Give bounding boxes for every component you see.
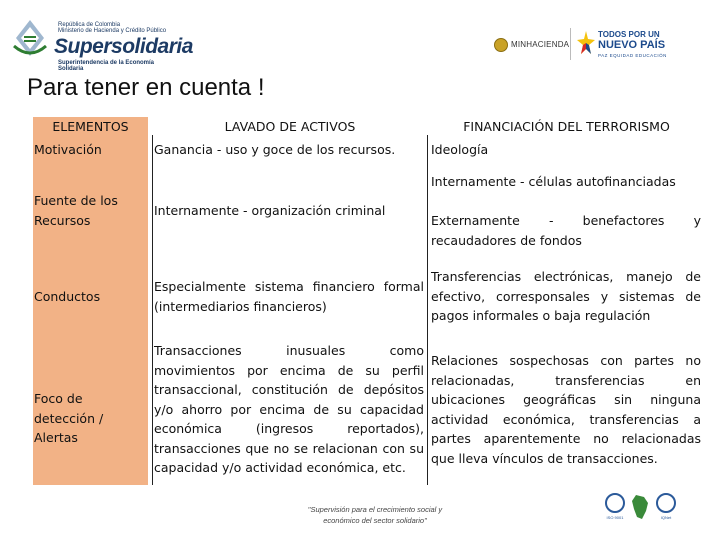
cell-fuente-financiacion-external: Externamente - benefactores y recaudadores de fondos [431, 213, 701, 248]
cert-label-1: ISO 9001 [606, 515, 624, 520]
colombia-map-icon [628, 493, 652, 523]
header-financiacion: FINANCIACIÓN DEL TERRORISMO [463, 119, 670, 134]
iqnet-seal-icon [656, 493, 676, 513]
supersolidaria-logo [10, 8, 193, 72]
header-elementos: ELEMENTOS [52, 119, 129, 134]
org-subtitle: Superintendencia de la Economía Solidaria [58, 60, 155, 72]
cell-conductos-lavado: Especialmente sistema financiero formal (intermediarios financieros) [154, 279, 424, 314]
supersolidaria-mark-icon [12, 16, 48, 60]
org-name: Supersolidaria [54, 35, 193, 58]
column-divider-2 [427, 135, 428, 485]
cell-motivacion-lavado: Ganancia - uso y goce de los recursos. [154, 142, 396, 157]
row-label-conductos: Conductos [34, 289, 101, 304]
cell-fuente-lavado: Internamente - organización criminal [154, 203, 386, 218]
logo-divider [570, 28, 571, 60]
minhacienda-logo [494, 36, 570, 54]
cell-fuente-financiacion-internal: Internamente - células autofinanciadas [431, 174, 676, 189]
row-label-motivacion: Motivación [34, 142, 102, 157]
colombia-star-icon [576, 30, 596, 56]
column-divider-1 [152, 135, 153, 485]
cert-label-2: IQNet [660, 515, 672, 520]
org-line-2: Ministerio de Hacienda y Crédito Público [58, 28, 167, 34]
map-shape-icon [628, 493, 652, 523]
page-title: Para tener en cuenta ! [27, 74, 265, 101]
coat-of-arms-icon [494, 38, 508, 52]
comparison-table [33, 117, 704, 485]
row-label-foco: Foco de detección / Alertas [34, 391, 104, 445]
iqnet-certification-badge [654, 493, 678, 523]
cell-foco-lavado: Transacciones inusuales como movimientos por encima de su perfil transaccional, constitución de depósitos y/o ahorro por encima de su capacidad económica (ingresos reportados), transacciones que no se relacionan con su capacidad y/o actividad económica, etc. [154, 343, 424, 475]
gov-slogan-line-2: NUEVO PAÍS [598, 39, 666, 51]
government-logo [570, 26, 710, 62]
header-lavado: LAVADO DE ACTIVOS [224, 119, 356, 134]
cell-conductos-financiacion: Transferencias electrónicas, manejo de efectivo, corresponsales y sistemas de pagos informales o baja regulación [431, 269, 701, 323]
gov-slogan-line-1: TODOS POR UN [598, 30, 660, 39]
cell-motivacion-financiacion: Ideología [431, 142, 489, 157]
cell-foco-financiacion: Relaciones sospechosas con partes no relacionadas, transferencias en ubicaciones geográficas sin ninguna actividad económica, transferencias a partes aparentemente no relacionadas que lleva vínculos de transacciones. [431, 353, 701, 466]
row-label-fuente: Fuente de los Recursos [34, 193, 118, 228]
iso-certification-badge [603, 493, 627, 523]
certification-seal-icon [605, 493, 625, 513]
org-line-1: República de Colombia [58, 22, 121, 28]
footer-slogan: "Supervisión para el crecimiento social y económico del sector solidario" [307, 505, 443, 525]
ministry-name: MINHACIENDA [511, 40, 570, 49]
gov-slogan-line-3: PAZ EQUIDAD EDUCACIÓN [598, 53, 667, 58]
